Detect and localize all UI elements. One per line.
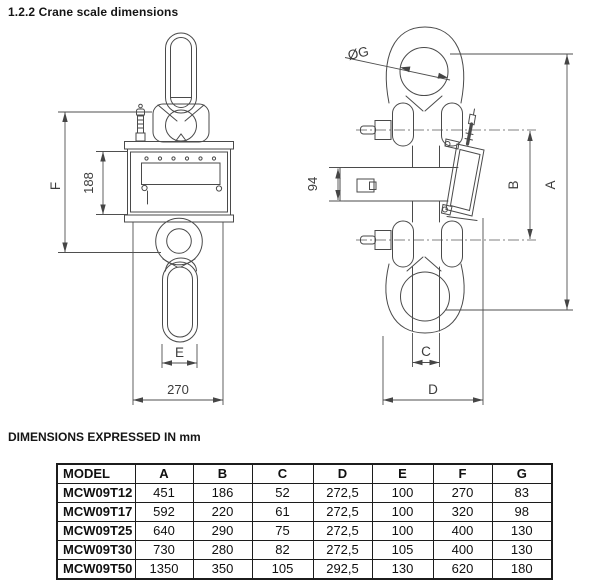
cell: 61: [252, 503, 313, 522]
cell: 280: [193, 541, 252, 560]
top-shackle: [361, 27, 464, 146]
cell: 320: [433, 503, 492, 522]
cell: 83: [492, 484, 552, 503]
cell: 1350: [135, 560, 193, 580]
header-g: G: [492, 464, 552, 484]
scale-body-side: [330, 168, 458, 202]
cell: 592: [135, 503, 193, 522]
table-row: [57, 560, 552, 580]
dimension-label-b: B: [506, 180, 521, 190]
header-e: E: [372, 464, 433, 484]
dimension-94: [305, 168, 344, 202]
header-f: F: [433, 464, 492, 484]
cell-model: MCW09T17: [57, 503, 135, 522]
bottom-hook-loop: [156, 218, 203, 342]
dimension-label-94: 94: [305, 176, 320, 192]
cell: 730: [135, 541, 193, 560]
front-view-drawing: [48, 33, 234, 405]
cell: 186: [193, 484, 252, 503]
cell: 52: [252, 484, 313, 503]
header-a: A: [135, 464, 193, 484]
top-eye-bracket: [153, 104, 209, 142]
display-window: [142, 163, 221, 185]
cell: 220: [193, 503, 252, 522]
cell: 290: [193, 522, 252, 541]
table-row: [57, 484, 552, 503]
cell: 292,5: [313, 560, 372, 580]
dimension-label-f: F: [48, 181, 63, 191]
page-title: 1.2.2 Crane scale dimensions: [8, 5, 179, 19]
header-model: MODEL: [57, 464, 135, 484]
header-b: B: [193, 464, 252, 484]
table-row: [57, 503, 552, 522]
scale-body-front: [125, 142, 234, 223]
cell: 272,5: [313, 522, 372, 541]
cell: 180: [492, 560, 552, 580]
cell: 620: [433, 560, 492, 580]
cell: 82: [252, 541, 313, 560]
side-panel: [442, 139, 485, 221]
dimensions-table: [56, 463, 553, 580]
center-strap: [413, 146, 440, 331]
dimension-label-d: D: [428, 382, 438, 397]
cell: 272,5: [313, 484, 372, 503]
cell-model: MCW09T12: [57, 484, 135, 503]
dimension-g: [345, 44, 450, 80]
header-c: C: [252, 464, 313, 484]
cell: 350: [193, 560, 252, 580]
dimension-label-188: 188: [81, 172, 96, 194]
cell-model: MCW09T25: [57, 522, 135, 541]
dimension-c: [413, 333, 440, 367]
cell: 130: [372, 560, 433, 580]
cell: 130: [492, 541, 552, 560]
cell-model: MCW09T30: [57, 541, 135, 560]
cell: 105: [372, 541, 433, 560]
cell: 75: [252, 522, 313, 541]
units-note: DIMENSIONS EXPRESSED IN mm: [8, 430, 201, 444]
dimension-d: [383, 218, 483, 405]
cell: 400: [433, 541, 492, 560]
cell: 451: [135, 484, 193, 503]
cell: 272,5: [313, 541, 372, 560]
cell: 272,5: [313, 503, 372, 522]
top-link: [166, 33, 197, 113]
dimension-270: [133, 222, 223, 405]
cell: 130: [492, 522, 552, 541]
cell: 98: [492, 503, 552, 522]
table-header-row: [57, 464, 552, 484]
header-d: D: [313, 464, 372, 484]
cell-model: MCW09T50: [57, 560, 135, 580]
table-row: [57, 522, 552, 541]
cell: 100: [372, 503, 433, 522]
panel-antenna-icon: [465, 109, 476, 144]
dimension-label-g: ØG: [346, 43, 371, 63]
cell: 100: [372, 484, 433, 503]
dimension-e: [162, 344, 197, 368]
dimension-label-a: A: [543, 180, 558, 190]
cell: 100: [372, 522, 433, 541]
cell: 270: [433, 484, 492, 503]
dimension-188: [81, 152, 127, 215]
dimension-b: [506, 131, 530, 239]
dimension-label-c: C: [421, 344, 431, 359]
dimension-label-270: 270: [167, 382, 189, 397]
antenna-icon: [136, 104, 145, 141]
table-row: [57, 541, 552, 560]
dimension-label-e: E: [174, 345, 185, 360]
cell: 400: [433, 522, 492, 541]
cell: 640: [135, 522, 193, 541]
cell: 105: [252, 560, 313, 580]
side-view-drawing: [305, 27, 573, 405]
